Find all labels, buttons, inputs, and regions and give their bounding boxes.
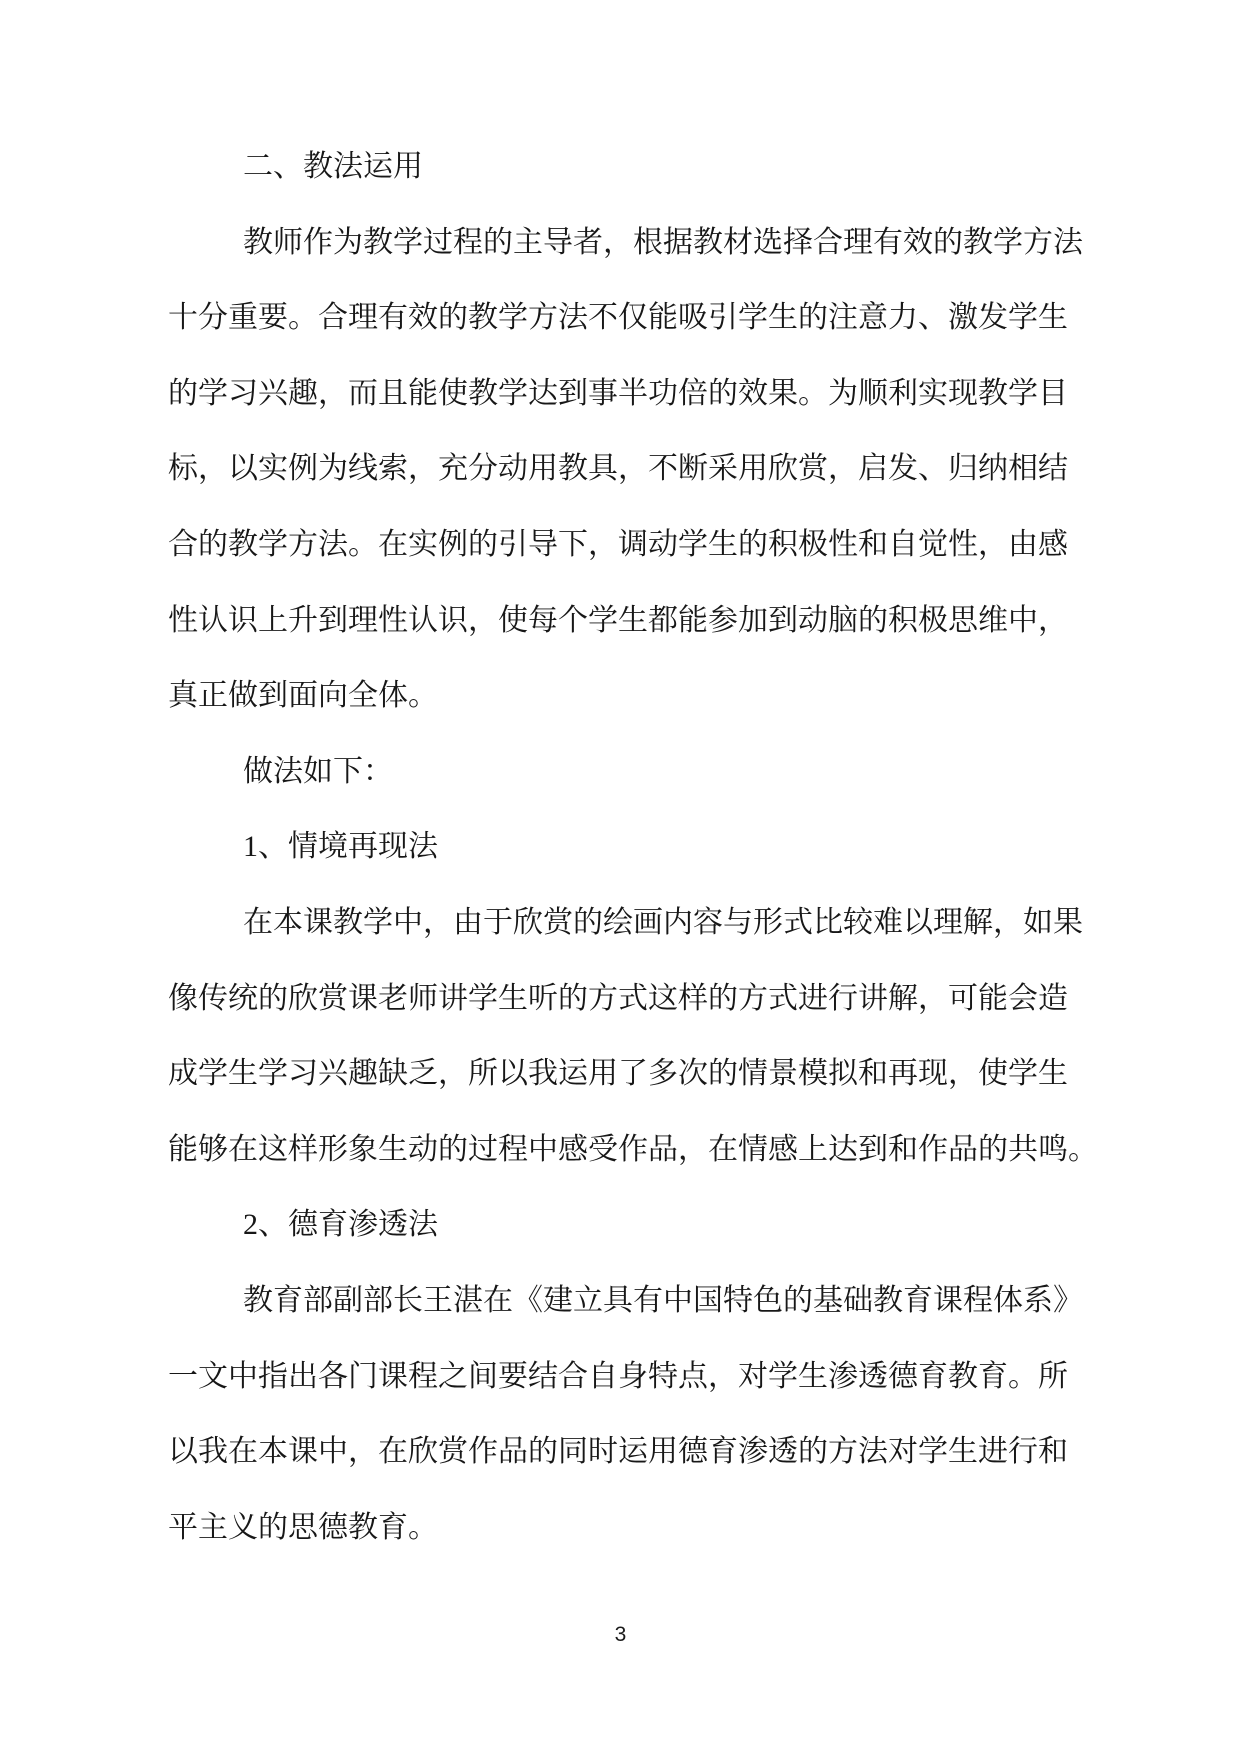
text-line: 像传统的欣赏课老师讲学生听的方式这样的方式进行讲解，可能会造 [168,981,1068,1015]
text-line: 教师作为教学过程的主导者，根据教材选择合理有效的教学方法 [243,225,1083,259]
text-line: 2、德育渗透法 [243,1208,438,1242]
text-line: 标，以实例为线索，充分动用教具，不断采用欣赏，启发、归纳相结 [168,452,1068,486]
text-line: 在本课教学中，由于欣赏的绘画内容与形式比较难以理解，如果 [243,905,1083,939]
text-line: 十分重要。合理有效的教学方法不仅能吸引学生的注意力、激发学生 [168,301,1068,335]
text-line: 教育部副部长王湛在《建立具有中国特色的基础教育课程体系》 [243,1283,1083,1317]
text-line: 能够在这样形象生动的过程中感受作品，在情感上达到和作品的共鸣。 [168,1132,1098,1166]
text-line: 二、教法运用 [243,150,423,183]
page-number: 3 [614,1623,627,1646]
text-line: 一文中指出各门课程之间要结合自身特点，对学生渗透德育教育。所 [168,1359,1068,1393]
text-line: 平主义的思德教育。 [168,1510,438,1544]
text-line: 1、情境再现法 [243,830,438,864]
text-line: 合的教学方法。在实例的引导下，调动学生的积极性和自觉性，由感 [168,527,1068,561]
text-line: 以我在本课中，在欣赏作品的同时运用德育渗透的方法对学生进行和 [168,1435,1068,1469]
text-line: 的学习兴趣，而且能使教学达到事半功倍的效果。为顺利实现教学目 [168,376,1068,410]
document-body [168,129,1098,1565]
text-line: 性认识上升到理性认识，使每个学生都能参加到动脑的积极思维中， [168,603,1068,637]
text-line: 做法如下： [243,754,393,788]
text-line: 真正做到面向全体。 [168,679,438,713]
text-line: 成学生学习兴趣缺乏，所以我运用了多次的情景模拟和再现，使学生 [168,1057,1068,1091]
